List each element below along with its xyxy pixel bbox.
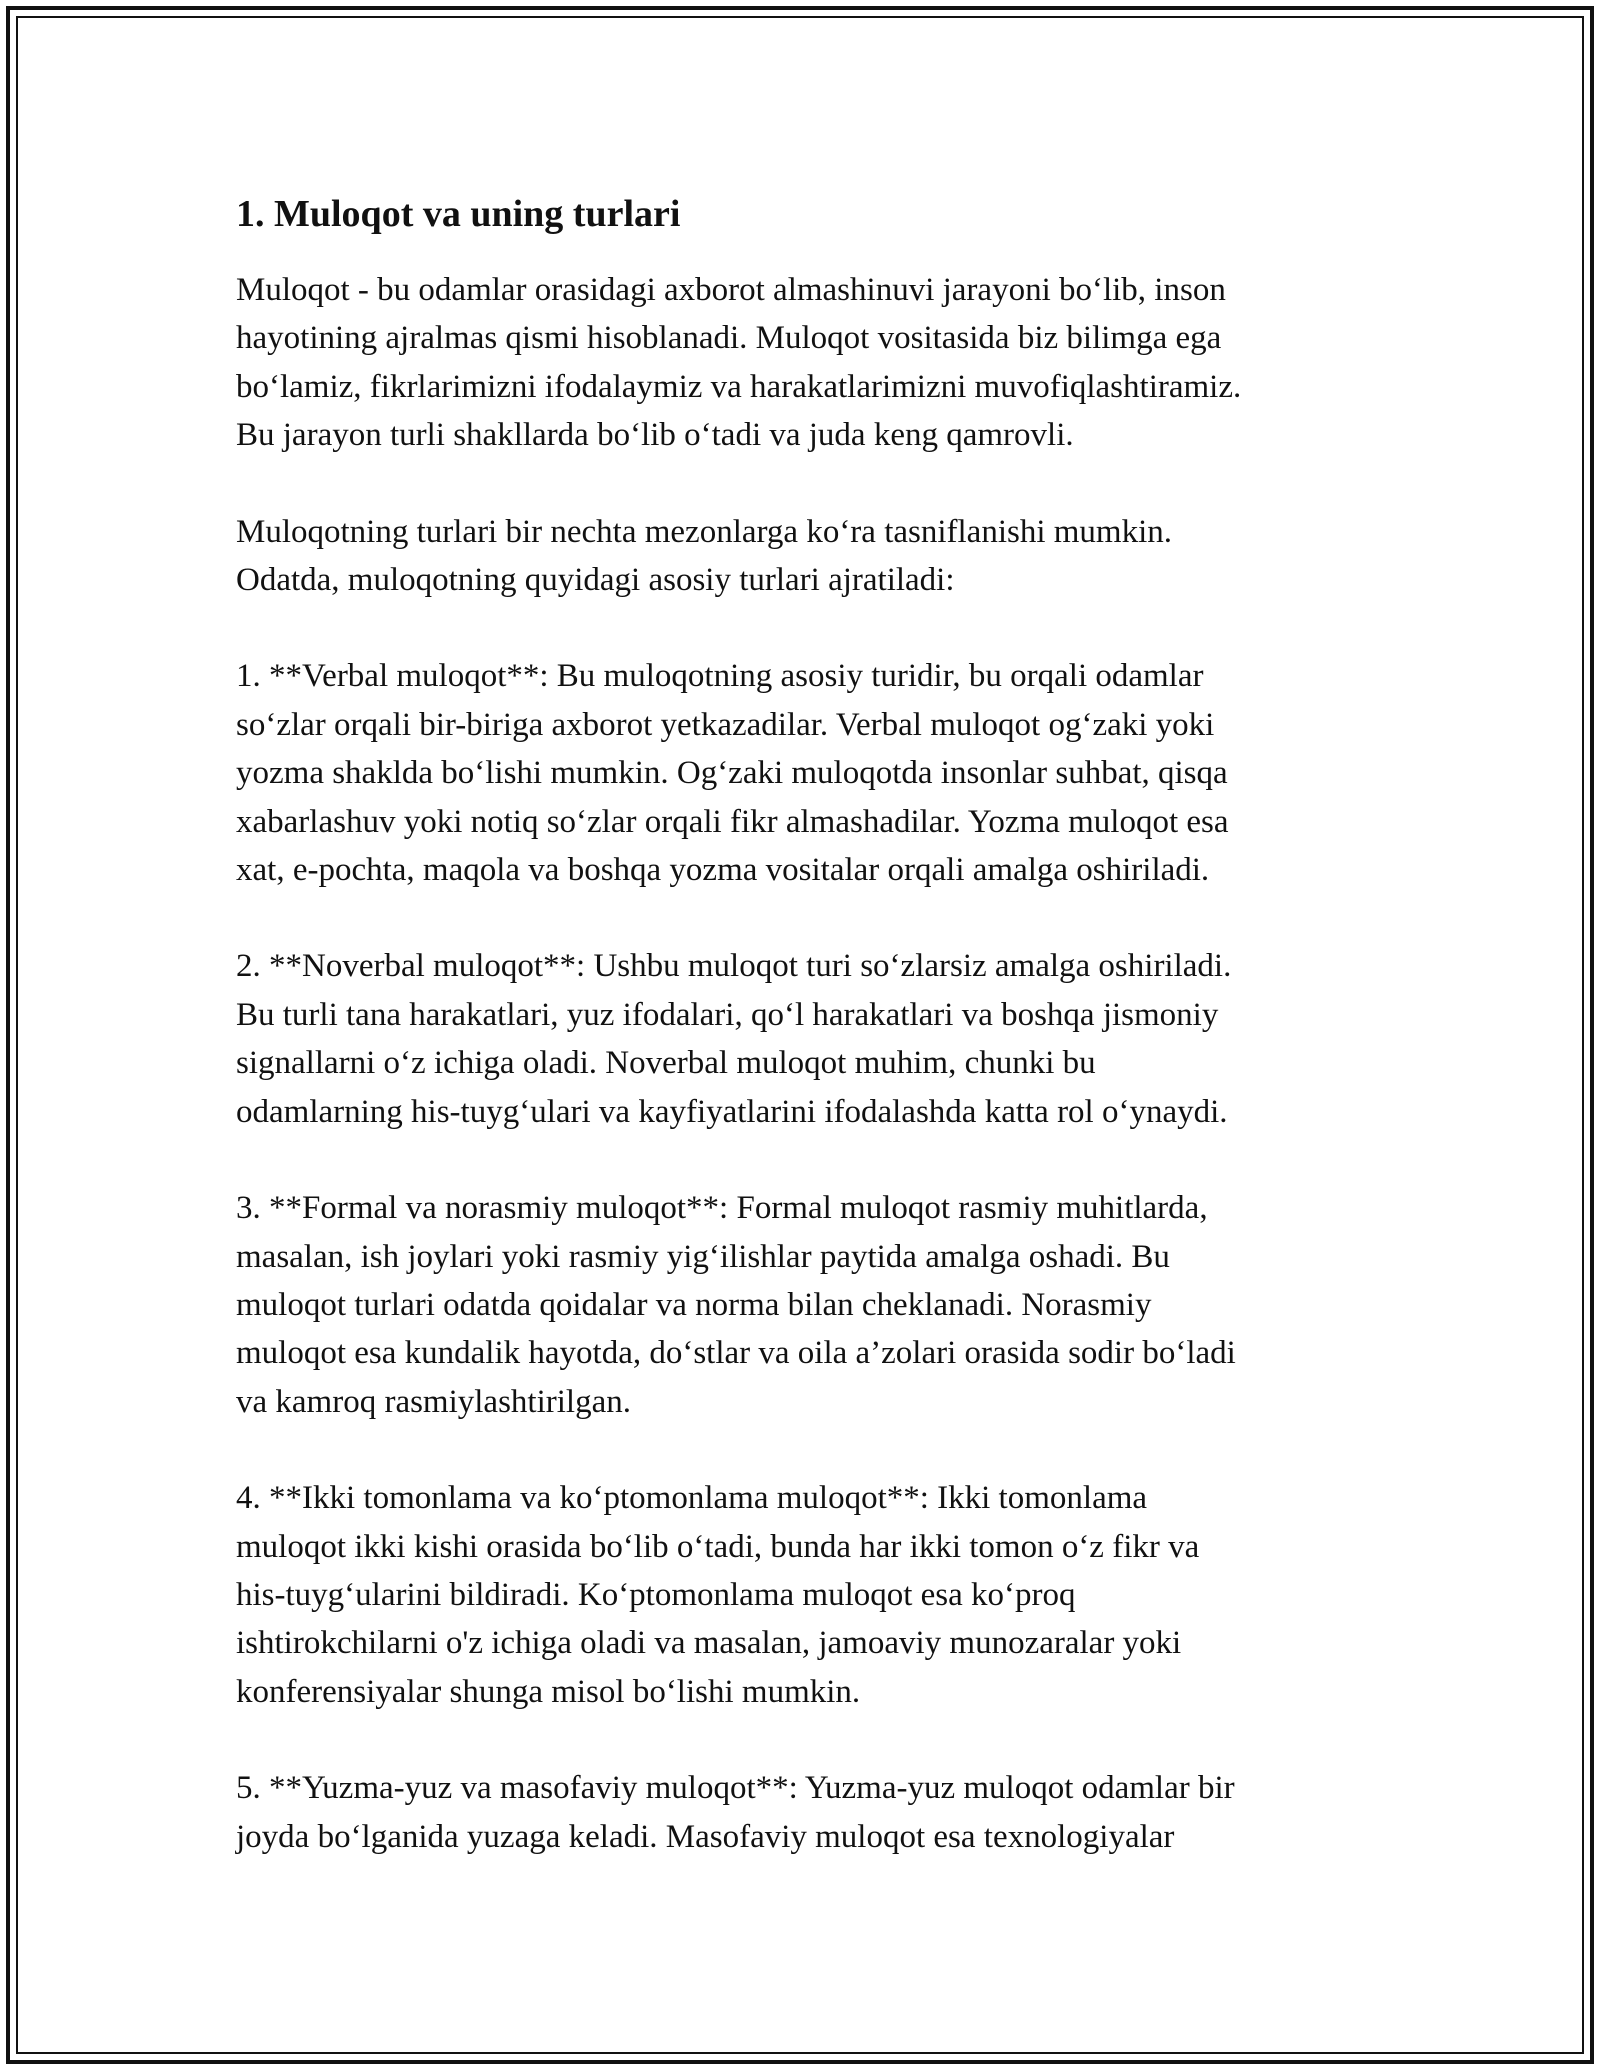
paragraph-face-to-face: 5. **Yuzma-yuz va masofaviy muloqot**: Yuzma-yuz muloqot odamlar bir joyda bo‘lganida yuzaga keladi. Masofaviy muloqot esa texnologiyalar [236,1770,1235,1855]
paragraph-classification: Muloqotning turlari bir nechta mezonlarga ko‘ra tasniflanishi mumkin. Odatda, muloqotning quyidagi asosiy turlari ajratiladi: [236,513,1173,599]
paragraph-verbal: 1. **Verbal muloqot**: Bu muloqotning asosiy turidir, bu orqali odamlar so‘zlar orqali bir-biriga axborot yetkazadilar. Verbal muloqot og‘zaki yoki yozma shaklda bo‘lishi mumkin. Og‘zaki muloqotda insonlar suhbat, qisqa xabarlashuv yoki notiq so‘zlar orqali fikr almashadilar. Yozma muloqot esa xat, e-pochta, maqola va boshqa yozma vositalar orqali amalga oshiriladi. [236,658,1229,889]
paragraph-formal: 3. **Formal va norasmiy muloqot**: Formal muloqot rasmiy muhitlarda, masalan, ish joylari yoki rasmiy yig‘ilishlar paytida amalga oshadi. Bu muloqot turlari odatda qoidalar va norma bilan cheklanadi. Norasmiy muloqot esa kundalik hayotda, do‘stlar va oila a’zolari orasida sodir bo‘ladi va kamroq rasmiylashtirilgan. [236,1190,1236,1420]
paragraph-intro: Muloqot - bu odamlar orasidagi axborot almashinuvi jarayoni bo‘lib, inson hayotining ajralmas qismi hisoblanadi. Muloqot vositasida biz bilimga ega bo‘lamiz, fikrlarimizni ifodalaymiz va harakatlarimizni muvofiqlashtiramiz. Bu jarayon turli shakllarda bo‘lib o‘tadi va juda keng qamrovli. [236,272,1242,454]
paragraph-nonverbal: 2. **Noverbal muloqot**: Ushbu muloqot turi so‘zlarsiz amalga oshiriladi. Bu turli tana harakatlari, yuz ifodalari, qo‘l harakatlari va boshqa jismoniy signallarni o‘z ichiga oladi. Noverbal muloqot muhim, chunki bu odamlarning his-tuyg‘ulari va kayfiyatlarini ifodalashda katta rol o‘ynaydi. [236,948,1232,1130]
paragraph-two-way: 4. **Ikki tomonlama va ko‘ptomonlama muloqot**: Ikki tomonlama muloqot ikki kishi orasida bo‘lib o‘tadi, bunda har ikki tomon o‘z fikr va his-tuyg‘ularini bildiradi. Ko‘ptomonlama muloqot esa ko‘proq ishtirokchilarni o'z ichiga oladi va masalan, jamoaviy munozaralar yoki konferensiyalar shunga misol bo‘lishi mumkin. [236,1480,1200,1710]
document-body [236,190,1376,1909]
document-title: 1. Muloqot va uning turlari [236,193,681,235]
